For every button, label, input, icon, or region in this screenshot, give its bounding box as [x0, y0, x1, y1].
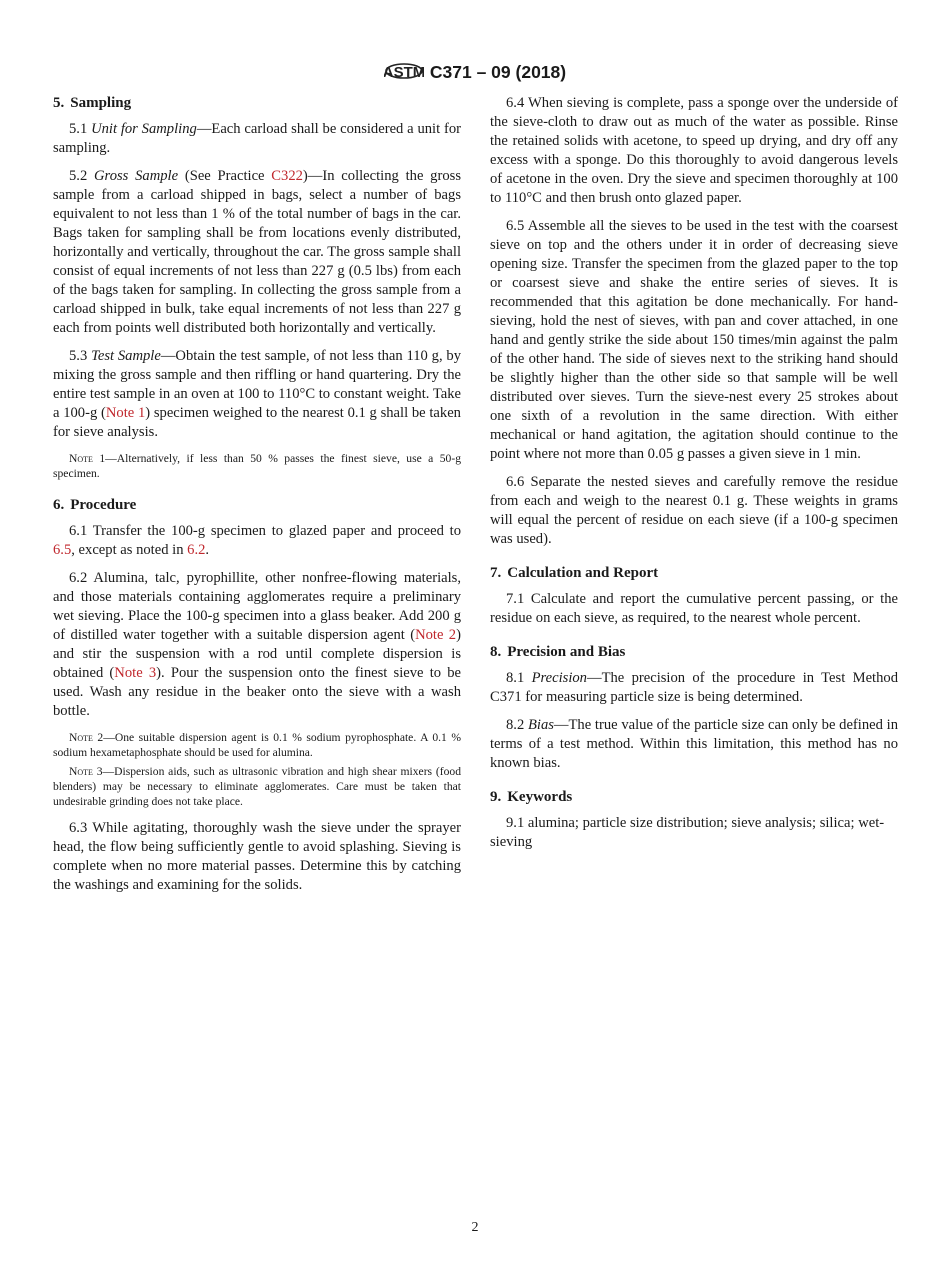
section-heading-calculation: 7. Calculation and Report — [490, 565, 659, 581]
astm-logo-icon — [384, 56, 424, 91]
link-6-2[interactable]: 6.2 — [187, 542, 206, 558]
paragraph-8-1: 8.1 Precision—The precision of the procedure in Test Method C371 for measuring particle size is being determined. — [490, 670, 899, 705]
page-header — [0, 56, 950, 91]
link-6-5[interactable]: 6.5 — [53, 542, 72, 558]
paragraph-5-3: 5.3 Test Sample—Obtain the test sample, of not less than 110 g, by mixing the gross sample and then riffling or hand quartering. Dry the entire test sample in an oven at 100 to 110°C to constant weight. Take a 100-g (Note 1) specimen weighed to the nearest 0.1 g shall be taken for sieve analysis. — [53, 348, 462, 440]
paragraph-5-2: 5.2 Gross Sample (See Practice C322)—In collecting the gross sample from a carload shipped in bags, select a number of bags equivalent to not less than 1 % of the total number of bags in the car. Bags taken for sampling shall be from locations evenly distributed, horizontally and vertically, throughout the car. The gross sample shall consist of equal increments of not less than 227 g (0.5 lbs) from each of the bags taken for sampling. In collecting the gross sample from a carload shipped in bulk, take equal increments of not less than 227 g each from points well distributed both horizontally and vertically. — [53, 168, 461, 336]
note-1: Note 1—Alternatively, if less than 50 % passes the finest sieve, use a 50-g specimen. — [53, 452, 461, 480]
paragraph-5-1: 5.1 Unit for Sampling—Each carload shall be considered a unit for sampling. — [53, 121, 461, 156]
paragraph-6-5: 6.5 Assemble all the sieves to be used in the test with the coarsest sieve on top and the others under it in order of decreasing sieve opening size. Transfer the specimen from the glazed paper to the top or coarsest sieve and shake the entire series of sieves. It is recommended that this agitation be done mechanically. For hand-sieving, hold the nest of sieves, with pan and cover attached, in one hand and gently strike the side about 150 times/min against the palm of the other hand. The side of sieves next to the striking hand should be slightly higher than the other side so that sample will be well distributed over sieves. Turn the sieve-nest every 25 strokes about one sixth of a revolution in the same direction. With either mechanical or hand agitation, the agitation should continue to the point where not more than 0.05 g passes a given sieve in 1 min. — [490, 218, 898, 462]
link-note-1[interactable]: Note 1 — [105, 405, 146, 421]
document-designation: C371 – 09 (2018) — [429, 62, 567, 83]
section-heading-keywords: 9. Keywords — [490, 789, 573, 805]
link-note-3[interactable]: Note 3 — [114, 665, 157, 681]
paragraph-9-1: 9.1 alumina; particle size distribution; sieve analysis; silica; wet-sieving — [490, 815, 885, 850]
paragraph-6-4: 6.4 When sieving is complete, pass a sponge over the underside of the sieve-cloth to draw out as much of the water as possible. Rinse the retained solids with acetone, to speed up drying, and dry off any excess with a sponge. Do this thoroughly to avoid dangerous levels of acetone in the oven. Dry the sieve and specimen thoroughly at 100 to 110°C and then brush onto glazed paper. — [490, 95, 898, 206]
note-2: Note 2—One suitable dispersion agent is 0.1 % sodium pyrophosphate. A 0.1 % sodium hexametaphosphate should be used for alumina. — [53, 731, 461, 759]
link-note-2[interactable]: Note 2 — [415, 627, 457, 643]
link-c322[interactable]: C322 — [271, 168, 303, 184]
section-heading-sampling: 5. Sampling — [53, 95, 132, 111]
note-3: Note 3—Dispersion aids, such as ultrasonic vibration and high shear mixers (food blenders) may be necessary to eliminate agglomerates. Care must be taken that undesirable grinding does not take place. — [53, 765, 461, 808]
section-heading-procedure: 6. Procedure — [53, 497, 137, 513]
svg-text:ASTM: ASTM — [383, 64, 424, 81]
paragraph-6-3: 6.3 While agitating, thoroughly wash the sieve under the sprayer head, the flow being sufficiently gentle to avoid splashing. Sieving is complete when no more material passes. Determine this by catching the washings and examining for the solids. — [53, 820, 461, 893]
page-number: 2 — [471, 1220, 479, 1235]
paragraph-7-1: 7.1 Calculate and report the cumulative percent passing, or the residue on each sieve, as required, to the nearest whole percent. — [490, 591, 898, 626]
paragraph-6-1: 6.1 Transfer the 100-g specimen to glazed paper and proceed to 6.5, except as noted in 6.2. — [53, 523, 461, 558]
paragraph-6-6: 6.6 Separate the nested sieves and carefully remove the residue from each and weigh to the nearest 0.1 g. These weights in grams will equal the percent of residue on each sieve (if a 100-g specimen was used). — [490, 474, 898, 547]
paragraph-6-2: 6.2 Alumina, talc, pyrophillite, other nonfree-flowing materials, and those materials containing agglomerates require a preliminary wet sieving. Place the 100-g specimen into a glass beaker. Add 200 g of distilled water together with a suitable dispersion agent (Note 2) and stir the suspension with a rod until complete dispersion is obtained (Note 3). Pour the suspension onto the finest sieve to be used. Wash any residue in the beaker onto the sieve with a wash bottle. — [53, 570, 461, 719]
section-heading-precision: 8. Precision and Bias — [490, 644, 626, 660]
right-column — [490, 94, 898, 861]
left-column — [53, 94, 461, 904]
paragraph-8-2: 8.2 Bias—The true value of the particle size can only be defined in terms of a test method. Within this limitation, this method has no known bias. — [490, 717, 898, 771]
